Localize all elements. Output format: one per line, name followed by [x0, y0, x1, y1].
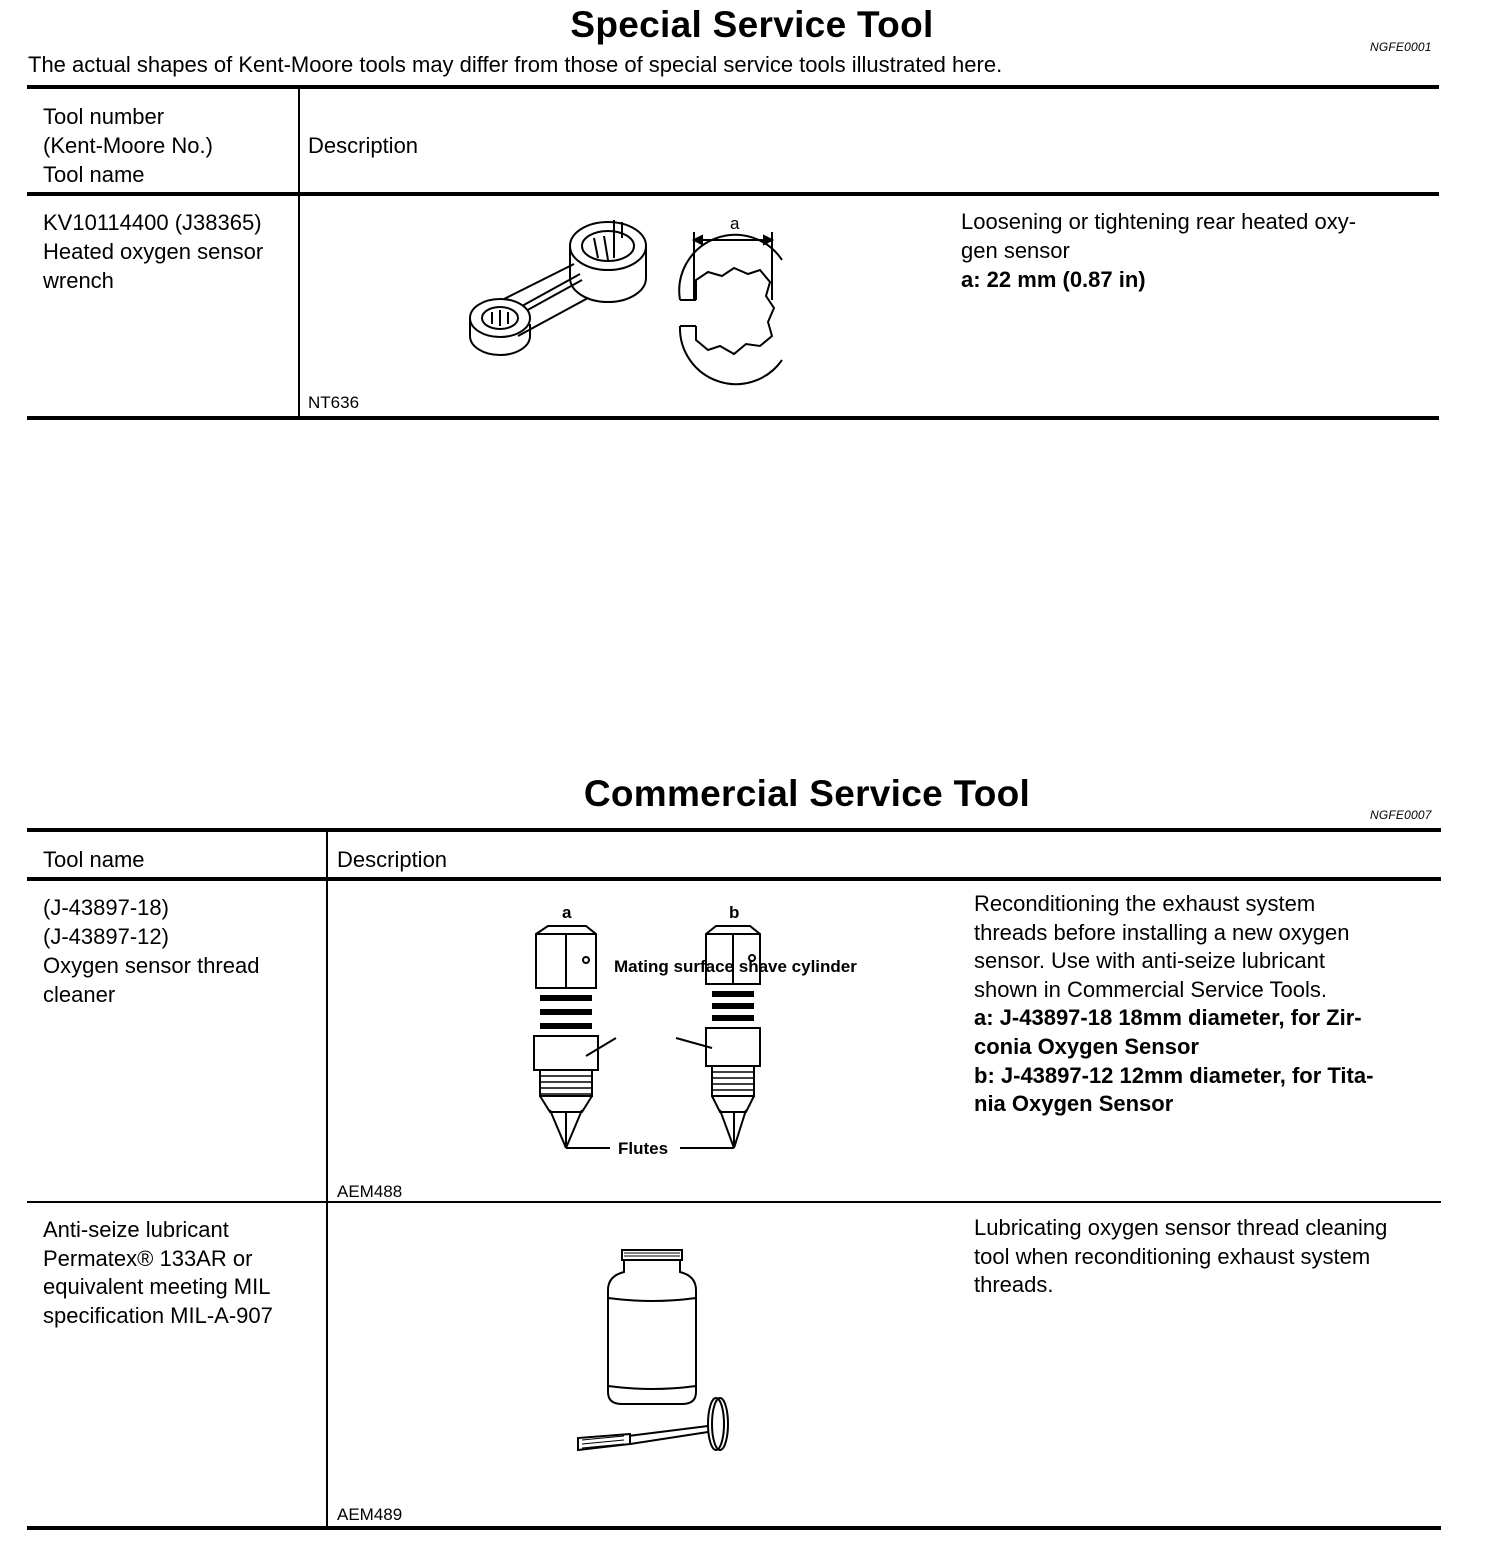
description-cell: Loosening or tightening rear heated oxy- gen sensor a: 22 mm (0.87 in) [961, 209, 1357, 292]
row-rule [27, 1201, 1441, 1203]
table-top-rule [27, 85, 1439, 89]
flutes-label: Flutes [618, 1139, 669, 1158]
description-cell: Reconditioning the exhaust system threads before installing a new oxygen sensor. Use with anti-seize lubricant shown in Commercial Service Tools. a: J-43897-18 18mm diameter, for Zir- conia Oxygen Sensor b: J-43897-12 12mm diameter, for Tita- nia Oxygen Sensor [974, 890, 1373, 1119]
commercial-tool-title: Commercial Service Tool [583, 773, 1031, 814]
header-description: Description [337, 847, 448, 872]
table-bottom-rule [27, 1526, 1441, 1530]
figure-id: NT636 [308, 393, 360, 412]
header-description: Description [308, 133, 419, 158]
tool-a-label: a [562, 903, 572, 922]
spec-text: a: 22 mm (0.87 in) [961, 267, 1146, 292]
column-divider [326, 832, 328, 1528]
special-intro-text: The actual shapes of Kent-Moore tools may differ from those of special service tools illustrated here. [28, 52, 1003, 77]
special-section-code: NGFE0001 [1370, 40, 1432, 54]
table-top-rule [27, 828, 1441, 832]
commercial-section-code: NGFE0007 [1370, 808, 1432, 822]
wrench-illustration [462, 210, 792, 380]
header-rule [27, 192, 1439, 196]
dimension-label-a: a [730, 214, 740, 233]
header-tool-name: Tool name [43, 847, 145, 872]
spec-text: conia Oxygen Sensor [974, 1033, 1199, 1059]
spec-text: nia Oxygen Sensor [974, 1091, 1174, 1117]
tool-name-cell: (J-43897-18) (J-43897-12) Oxygen sensor thread cleaner [43, 895, 260, 1007]
figure-id: AEM489 [337, 1505, 403, 1524]
tool-b-label: b [729, 903, 740, 922]
figure-id: AEM488 [337, 1182, 403, 1201]
special-tool-title: Special Service Tool [570, 4, 934, 45]
header-tool-number: Tool number (Kent-Moore No.) Tool name [43, 104, 213, 187]
table-bottom-rule [27, 416, 1439, 420]
lubricant-jar-illustration [568, 1246, 738, 1466]
tool-name-cell: Anti-seize lubricant Permatex® 133AR or equivalent meeting MIL specification MIL-A-907 [43, 1217, 273, 1328]
mating-surface-callout: Mating surface shave cylinder [614, 957, 857, 976]
description-cell: Lubricating oxygen sensor thread cleaning tool when reconditioning exhaust system threads. [974, 1215, 1388, 1298]
header-rule [27, 877, 1441, 881]
column-divider [298, 89, 300, 420]
tool-name-cell: KV10114400 (J38365) Heated oxygen sensor wrench [43, 210, 264, 293]
spec-text: b: J-43897-12 12mm diameter, for Tita- [974, 1062, 1374, 1088]
spec-text: a: J-43897-18 18mm diameter, for Zir- [974, 1005, 1362, 1031]
